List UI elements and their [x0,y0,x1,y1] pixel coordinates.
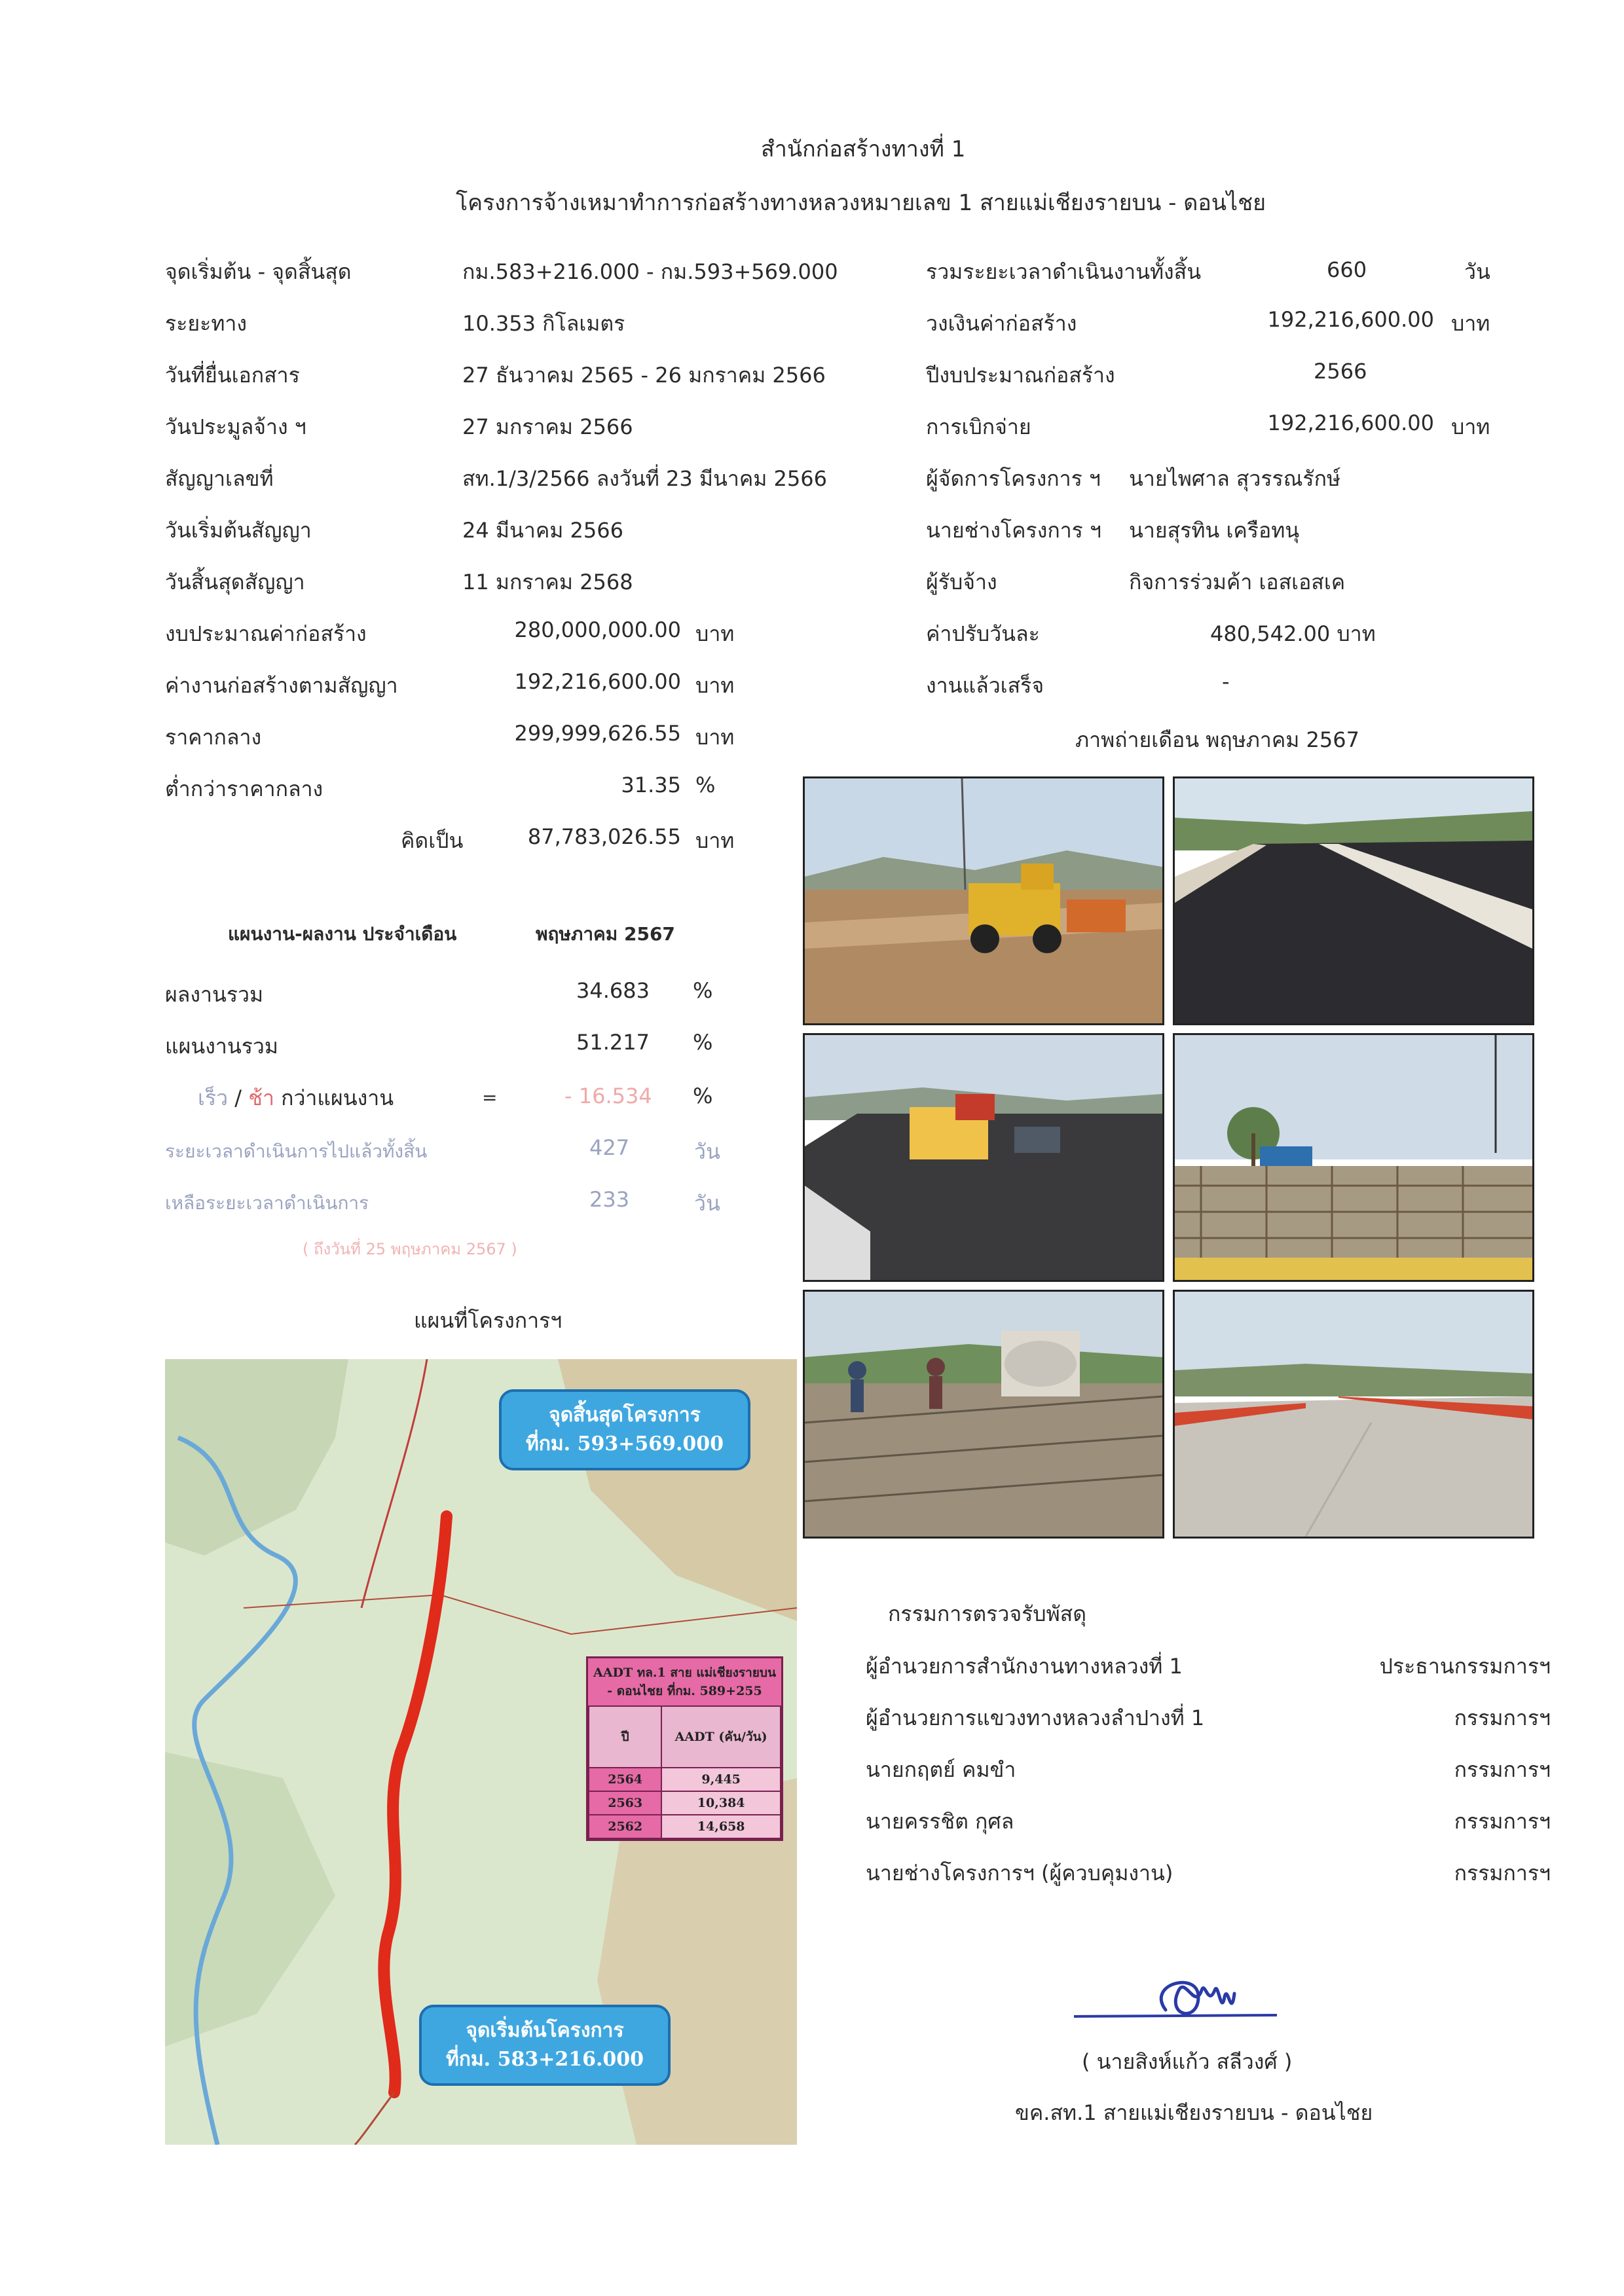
diff-slow: ช้า [248,1085,274,1110]
aadt-year: 2563 [589,1791,661,1815]
start-callout-line1: จุดเริ่มต้นโครงการ [466,2019,624,2042]
label-submit-date: วันที่ยื่นเอกสาร [165,363,300,388]
committee-member-name: ผู้อำนวยการสำนักงานทางหลวงที่ 1 [866,1654,1183,1679]
value-bid-date: 27 มกราคม 2566 [462,414,633,439]
photo-grader [803,776,1164,1025]
value-disbursement: 192,216,600.00 [1267,410,1434,435]
label-project-engineer: นายช่างโครงการ ฯ [926,518,1101,543]
unit-remaining: วัน [694,1191,720,1216]
unit-elapsed: วัน [694,1139,720,1164]
value-median-price: 299,999,626.55 [514,721,681,746]
value-total-duration: 660 [1327,257,1367,282]
value-elapsed: 427 [589,1135,630,1160]
end-callout-line2: ที่กม. 593+569.000 [525,1432,724,1455]
label-distance: ระยะทาง [165,311,247,336]
committee-member-role: กรรมการฯ [1454,1861,1551,1886]
label-start-end: จุดเริ่มต้น - จุดสิ้นสุด [165,259,352,284]
label-contract-no: สัญญาเลขที่ [165,466,274,491]
value-project-manager: นายไพศาล สุวรรณรักษ์ [1129,466,1341,491]
value-remaining: 233 [589,1187,630,1212]
aadt-col-year: ปี [589,1706,661,1768]
map-title: แผนที่โครงการฯ [414,1308,563,1333]
unit-total-duration: วัน [1464,259,1490,284]
committee-member-role: ประธานกรรมการฯ [1379,1654,1551,1679]
value-fiscal-year: 2566 [1314,359,1367,384]
photo-paving [803,1033,1164,1282]
unit-planned-progress: % [693,1030,713,1055]
label-bid-date: วันประมูลจ้าง ฯ [165,414,306,439]
label-contractor: ผู้รับจ้าง [926,570,997,594]
value-completion: - [1222,669,1230,694]
aadt-year: 2562 [589,1815,661,1838]
end-callout-line1: จุดสิ้นสุดโครงการ [549,1404,701,1427]
unit-actual-progress: % [693,978,713,1003]
unit-equivalent: บาท [695,828,735,853]
label-elapsed: ระยะเวลาดำเนินการไปแล้วทั้งสิ้น [165,1140,428,1162]
label-daily-fine: ค่าปรับวันละ [926,621,1040,646]
unit-below-median: % [695,773,716,797]
value-contract-no: สท.1/3/2566 ลงวันที่ 23 มีนาคม 2566 [462,466,827,491]
value-planned-progress: 51.217 [576,1030,650,1055]
label-below-median: ต่ำกว่าราคากลาง [165,776,323,801]
label-median-price: ราคากลาง [165,725,262,750]
unit-median-price: บาท [695,725,735,750]
project-title: โครงการจ้างเหมาทำการก่อสร้างทางหลวงหมายเลข 1 สายแม่เชียงรายบน - ดอนไชย [456,190,1266,216]
value-below-median: 31.35 [621,773,681,797]
label-contract-end: วันสิ้นสุดสัญญา [165,570,305,594]
signatory-name: ( นายสิงห์แก้ว สลีวงศ์ ) [1082,2049,1293,2074]
committee-title: กรรมการตรวจรับพัสดุ [888,1601,1086,1626]
value-actual-progress: 34.683 [576,978,650,1003]
value-contract-end: 11 มกราคม 2568 [462,570,633,594]
diff-fast: เร็ว [198,1085,229,1110]
unit-budget: บาท [695,621,735,646]
diff-sep: / [234,1085,242,1110]
label-completion: งานแล้วเสร็จ [926,673,1044,698]
committee-member-role: กรรมการฯ [1454,1705,1551,1730]
committee-member-name: นายกฤตย์ คมขำ [866,1757,1016,1782]
aadt-value: 14,658 [661,1815,781,1838]
progress-diff-label [198,1082,394,1115]
committee-member-name: นายช่างโครงการฯ (ผู้ควบคุมงาน) [866,1861,1173,1886]
committee-member-name: ผู้อำนวยการแขวงทางหลวงลำปางที่ 1 [866,1705,1205,1730]
label-disbursement: การเบิกจ่าย [926,414,1031,439]
value-construction-amount: 192,216,600.00 [1267,307,1434,332]
unit-contract-cost: บาท [695,673,735,698]
diff-value: - 16.534 [564,1084,652,1108]
aadt-value: 9,445 [661,1768,781,1791]
value-contractor: กิจการร่วมค้า เอสเอสเค [1129,570,1346,594]
map-start-callout [419,2005,671,2086]
map-end-callout [499,1389,750,1470]
committee-member-role: กรรมการฯ [1454,1809,1551,1834]
as-of-date: ( ถึงวันที่ 25 พฤษภาคม 2567 ) [303,1240,517,1258]
table-row [589,1791,781,1815]
label-contract-start: วันเริ่มต้นสัญญา [165,518,312,543]
value-budget: 280,000,000.00 [514,617,681,642]
value-equivalent: 87,783,026.55 [527,824,681,849]
diff-equals: = [482,1087,498,1108]
value-contract-start: 24 มีนาคม 2566 [462,518,623,543]
label-construction-amount: วงเงินค่าก่อสร้าง [926,311,1077,336]
aadt-col-value: AADT (คัน/วัน) [661,1706,781,1768]
aadt-title: AADT ทล.1 สาย แม่เชียงรายบน - ดอนไชย ที่กม. 589+255 [593,1666,776,1698]
unit-construction-amount: บาท [1451,311,1490,336]
progress-title: แผนงาน-ผลงาน ประจำเดือน [228,923,457,945]
unit-disbursement: บาท [1451,414,1490,439]
progress-month: พฤษภาคม 2567 [536,923,675,945]
value-submit-date: 27 ธันวาคม 2565 - 26 มกราคม 2566 [462,363,826,388]
photo-asphalt-road [1173,776,1534,1025]
label-planned-progress: แผนงานรวม [165,1034,278,1059]
photo-concrete-pour [803,1290,1164,1539]
photos-caption: ภาพถ่ายเดือน พฤษภาคม 2567 [1075,727,1359,752]
value-distance: 10.353 กิโลเมตร [462,311,625,336]
label-budget: งบประมาณค่าก่อสร้าง [165,621,367,646]
aadt-value: 10,384 [661,1791,781,1815]
start-callout-line2: ที่กม. 583+216.000 [445,2048,644,2071]
signatory-position: ขค.สท.1 สายแม่เชียงรายบน - ดอนไชย [1015,2100,1373,2125]
committee-member-role: กรรมการฯ [1454,1757,1551,1782]
diff-suffix: กว่าแผนงาน [281,1085,394,1110]
label-project-manager: ผู้จัดการโครงการ ฯ [926,466,1101,491]
label-equivalent: คิดเป็น [401,828,464,853]
label-remaining: เหลือระยะเวลาดำเนินการ [165,1192,369,1214]
photo-rebar-deck [1173,1033,1534,1282]
label-total-duration: รวมระยะเวลาดำเนินงานทั้งสิ้น [926,259,1202,284]
value-contract-cost: 192,216,600.00 [514,669,681,694]
diff-unit: % [693,1084,713,1108]
aadt-table [586,1656,783,1841]
value-start-end: กม.583+216.000 - กม.593+569.000 [462,259,838,284]
label-actual-progress: ผลงานรวม [165,982,264,1007]
table-row [589,1815,781,1838]
photo-concrete-road [1173,1290,1534,1539]
office-title: สำนักก่อสร้างทางที่ 1 [761,136,966,162]
aadt-year: 2564 [589,1768,661,1791]
value-daily-fine: 480,542.00 บาท [1210,621,1376,646]
committee-member-name: นายครรชิต กุศล [866,1809,1014,1834]
signature-mark [1067,1971,1283,2043]
value-project-engineer: นายสุรทิน เครือทนุ [1129,518,1300,543]
table-row [589,1768,781,1791]
label-contract-cost: ค่างานก่อสร้างตามสัญญา [165,673,398,698]
label-fiscal-year: ปีงบประมาณก่อสร้าง [926,363,1115,388]
